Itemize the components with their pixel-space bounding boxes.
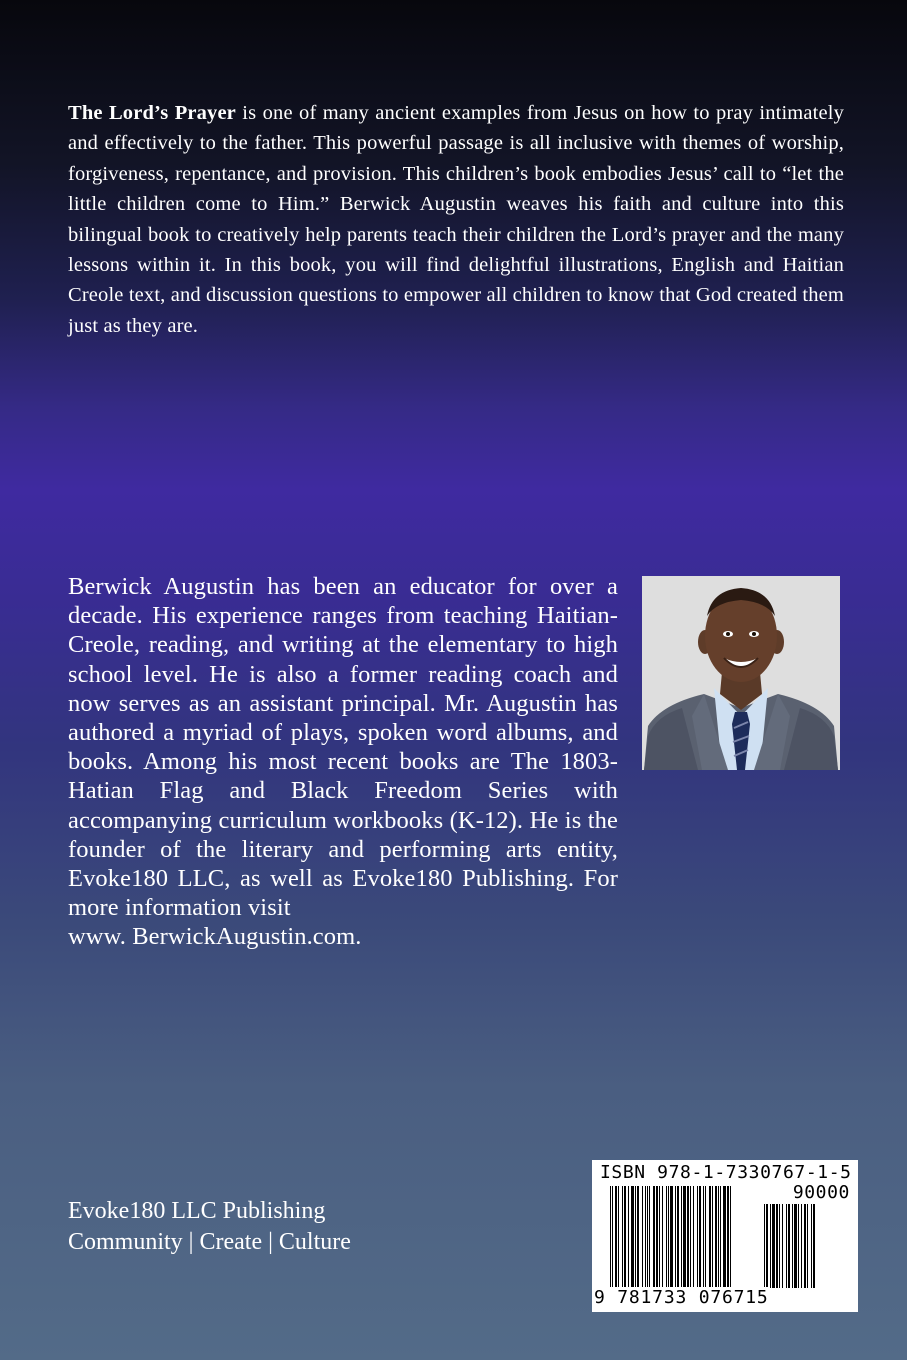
- book-blurb: [68, 98, 844, 341]
- blurb-text: is one of many ancient examples from Jesus on how to pray intimately and effectively to the father. This powerful passage is all inclusive with themes of worship, forgiveness, repentance, and provision. This children’s book embodies Jesus’ call to “let the little children come to Him.” Berwick Augustin weaves his faith and culture into this bilingual book to creatively help parents teach their children the Lord’s prayer and the many lessons within it. In this book, you will find delightful illustrations, English and Haitian Creole text, and discussion questions to empower all children to know that God created them just as they are.: [68, 102, 844, 337]
- publisher-tagline: Community | Create | Culture: [68, 1229, 351, 1255]
- isbn-label: ISBN 978-1-7330767-1-5: [600, 1162, 852, 1183]
- ean-barcode-bars: [610, 1186, 760, 1288]
- blurb-title: The Lord’s Prayer: [68, 102, 236, 124]
- price-code: 90000: [792, 1182, 850, 1203]
- author-website: www. BerwickAugustin.com.: [68, 923, 362, 951]
- isbn-barcode: [592, 1160, 858, 1312]
- publisher-block: [68, 1196, 351, 1258]
- author-bio: [68, 572, 618, 952]
- addon-barcode-bars: [764, 1204, 850, 1288]
- publisher-name: Evoke180 LLC Publishing: [68, 1198, 326, 1224]
- ean-digits: 9 781733 076715: [594, 1287, 769, 1308]
- author-portrait-image: [642, 576, 840, 770]
- bio-text: Berwick Augustin has been an educator for over a decade. His experience ranges from teaching Haitian-Creole, reading, and writing at the elementary to high school level. He is also a former reading coach and now serves as an assistant principal. Mr. Augustin has authored a myriad of plays, spoken word albums, and books. Among his most recent books are The 1803-Hatian Flag and Black Freedom Series with accompanying curriculum workbooks (K-12). He is the founder of the literary and performing arts entity, Evoke180 LLC, as well as Evoke180 Publishing. For more information visit: [68, 573, 618, 922]
- author-photo: [642, 576, 840, 770]
